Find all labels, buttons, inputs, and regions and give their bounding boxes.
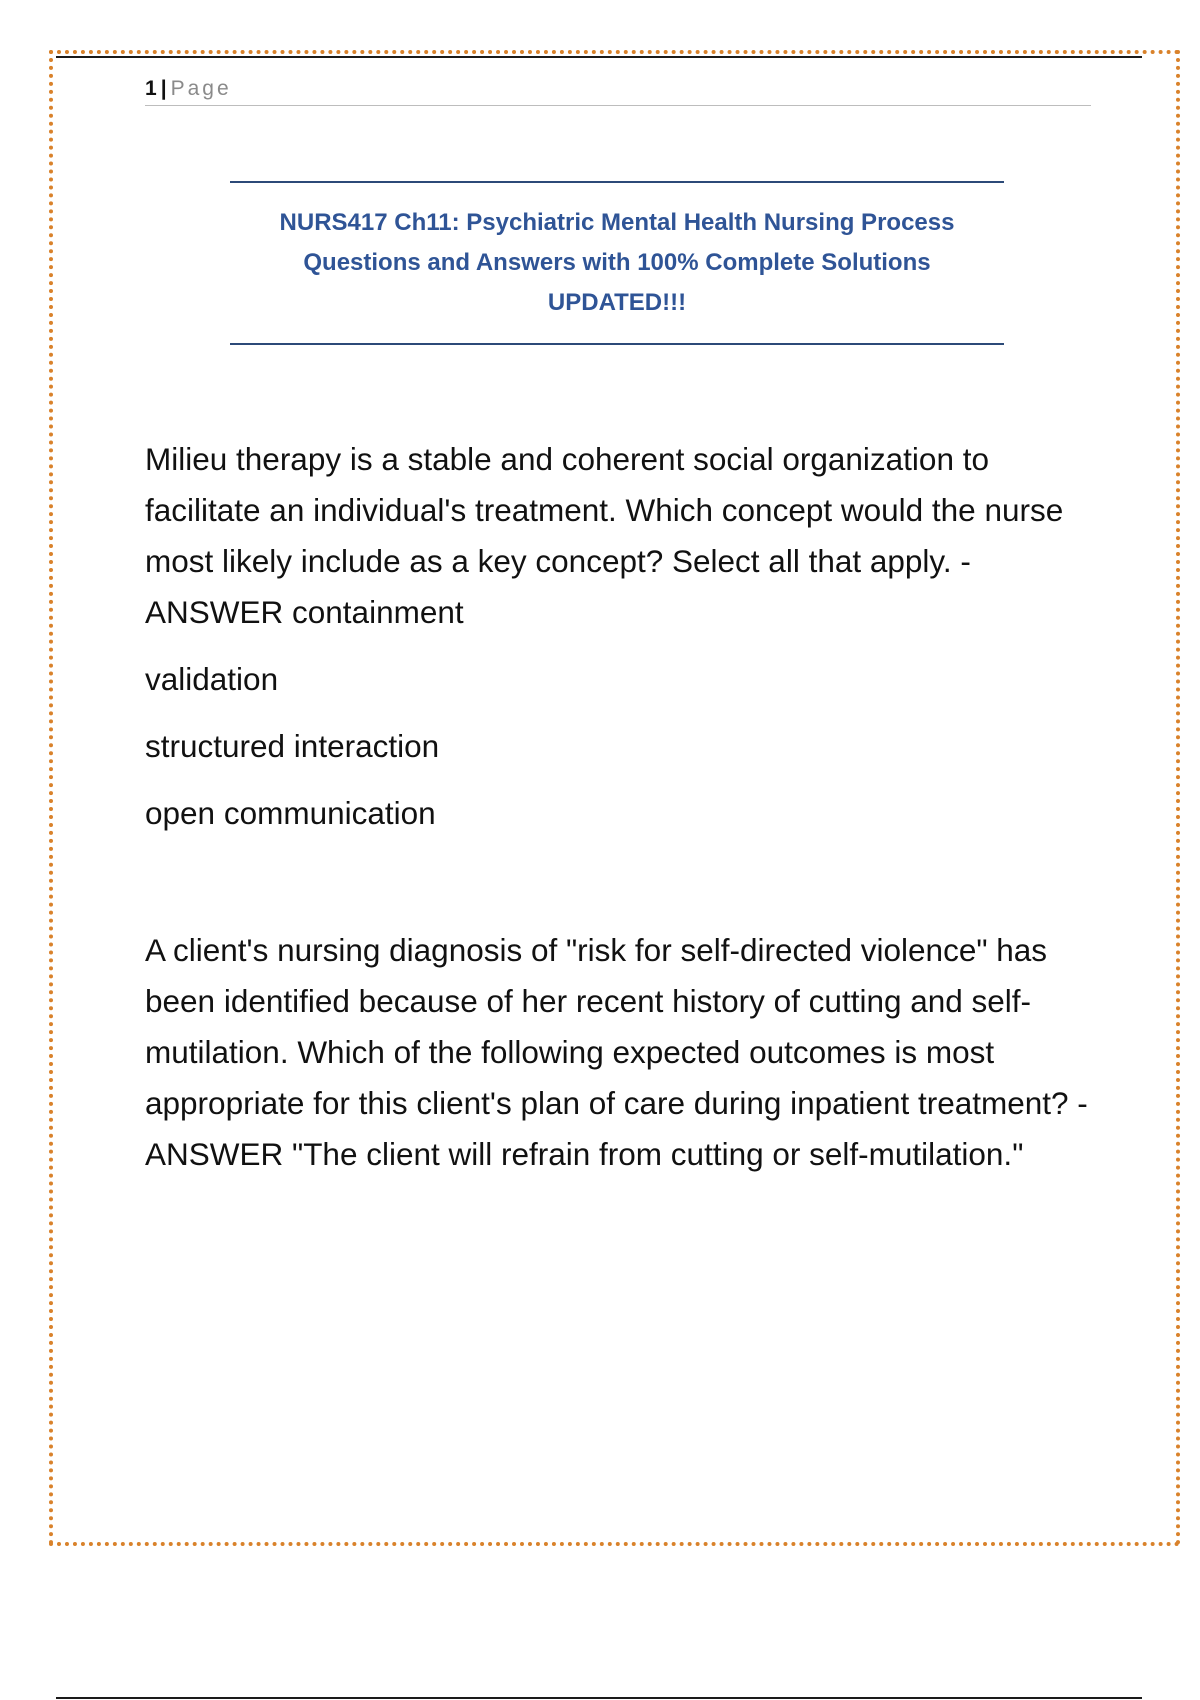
question-block-2 (145, 925, 1105, 1180)
question-text: A client's nursing diagnosis of "risk for self-directed violence" has been identified because of her recent history of cutting and self-mutilation. Which of the following expected outcomes is most appropriate for this client's plan of care during inpatient treatment? - ANSWER "The client will refrain from cutting or self-mutilation." (145, 932, 1088, 1172)
page-label: Page (170, 77, 232, 100)
title-line-1: NURS417 Ch11: Psychiatric Mental Health Nursing Process (279, 209, 955, 236)
answer-option: open communication (145, 795, 436, 831)
document-title (230, 181, 1004, 345)
question-block-1 (145, 434, 1105, 839)
page-separator: | (160, 77, 167, 100)
question-text: Milieu therapy is a stable and coherent social organization to facilitate an individual's treatment. Which concept would the nurse most likely include as a key concept? Select all that apply. - ANSWER containment (145, 441, 1064, 630)
page-number: 1 (145, 77, 157, 100)
page-header (145, 75, 1091, 106)
title-line-2: Questions and Answers with 100% Complete Solutions (303, 249, 931, 276)
answer-option: validation (145, 661, 279, 697)
answer-option: structured interaction (145, 728, 440, 764)
top-rule (56, 56, 1142, 58)
title-line-3: UPDATED!!! (547, 289, 687, 316)
bottom-rule (56, 1697, 1142, 1699)
